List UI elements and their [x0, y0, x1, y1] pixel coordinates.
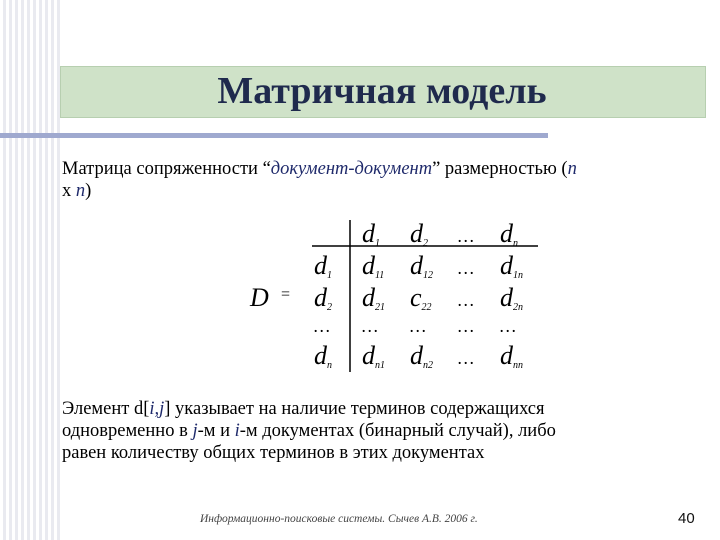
- element-paragraph: [62, 398, 682, 464]
- intro-var-n2: n: [75, 181, 86, 201]
- element-text-6: равен количеству общих терминов в этих документах: [62, 443, 485, 463]
- matrix-cell-1-1-subscript: 11: [375, 270, 385, 281]
- matrix-cell-3-3: …: [458, 316, 475, 336]
- intro-text-3: x: [62, 181, 76, 201]
- matrix-cell-1-4: d1n: [500, 251, 523, 281]
- element-text-5: -м документах (бинарный случай), либо: [239, 421, 556, 441]
- matrix-cell-4-1-subscript: n1: [375, 360, 385, 371]
- intro-text-2: ” размерностью (: [432, 159, 568, 179]
- matrix-cell-4-1: dn1: [362, 341, 385, 371]
- slide-title: Матричная модель: [217, 70, 547, 112]
- matrix-header-1: d1: [362, 219, 380, 249]
- matrix-row-label-1-subscript: 1: [327, 270, 332, 281]
- element-var-i: i: [234, 421, 240, 441]
- decorative-stripes: [0, 0, 60, 540]
- intro-term: документ-документ: [270, 159, 433, 179]
- matrix-row-label-4-subscript: n: [327, 360, 332, 371]
- matrix-cell-2-2: c22: [410, 283, 432, 313]
- title-rule: [0, 133, 548, 138]
- matrix-row-label-2-subscript: 2: [327, 302, 332, 313]
- matrix-row-label-3: …: [314, 316, 331, 336]
- matrix-cell-4-4-subscript: nn: [513, 360, 523, 371]
- matrix-cell-1-2: d12: [410, 251, 433, 281]
- matrix-cell-4-2: dn2: [410, 341, 433, 371]
- matrix-row-label-1: d1: [314, 251, 332, 281]
- footer-text: Информационно-поисковые системы. Сычев А.В. 2006 г.: [200, 513, 478, 525]
- matrix-cell-2-1-subscript: 21: [375, 302, 385, 313]
- element-var-j: j: [192, 421, 198, 441]
- matrix-cell-4-4: dnn: [500, 341, 523, 371]
- matrix-header-2-subscript: 2: [423, 238, 428, 249]
- matrix-cell-3-2: …: [410, 316, 427, 336]
- matrix-header-4-subscript: n: [513, 238, 518, 249]
- element-text-4: -м и: [197, 421, 235, 441]
- matrix-cell-3-4: …: [500, 316, 517, 336]
- matrix-cells: [314, 219, 523, 371]
- matrix-figure: [248, 215, 548, 375]
- element-text-1: Элемент d[: [62, 399, 150, 419]
- intro-var-n1: n: [567, 159, 577, 179]
- matrix-row-label-2: d2: [314, 283, 332, 313]
- matrix-cell-4-2-subscript: n2: [423, 360, 433, 371]
- matrix-cell-2-1: d21: [362, 283, 385, 313]
- matrix-cell-2-3: …: [458, 290, 475, 310]
- matrix-cell-1-4-subscript: 1n: [513, 270, 523, 281]
- matrix-name: D: [250, 283, 269, 312]
- matrix-cell-2-2-subscript: 22: [421, 302, 432, 313]
- matrix-header-3: …: [458, 226, 475, 246]
- element-text-3: одновременно в: [62, 421, 193, 441]
- matrix-cell-1-3: …: [458, 258, 475, 278]
- matrix-header-4: dn: [500, 219, 518, 249]
- matrix-header-2: d2: [410, 219, 428, 249]
- element-text-2: ] указывает на наличие терминов содержащихся: [164, 399, 545, 419]
- page-number: 40: [678, 510, 695, 527]
- matrix-cell-4-3: …: [458, 348, 475, 368]
- matrix-cell-2-4-subscript: 2n: [513, 302, 523, 313]
- matrix-equals: =: [281, 286, 291, 303]
- intro-paragraph: [62, 158, 682, 202]
- matrix-cell-1-2-subscript: 12: [423, 270, 433, 281]
- intro-text-1: Матрица сопряженности “: [62, 159, 271, 179]
- matrix-cell-3-1: …: [362, 316, 379, 336]
- intro-text-4: ): [85, 181, 92, 201]
- matrix-header-1-subscript: 1: [375, 238, 380, 249]
- matrix-cell-1-1: d11: [362, 251, 385, 281]
- element-index: i,j: [149, 399, 165, 419]
- matrix-row-label-4: dn: [314, 341, 332, 371]
- matrix-cell-2-4: d2n: [500, 283, 523, 313]
